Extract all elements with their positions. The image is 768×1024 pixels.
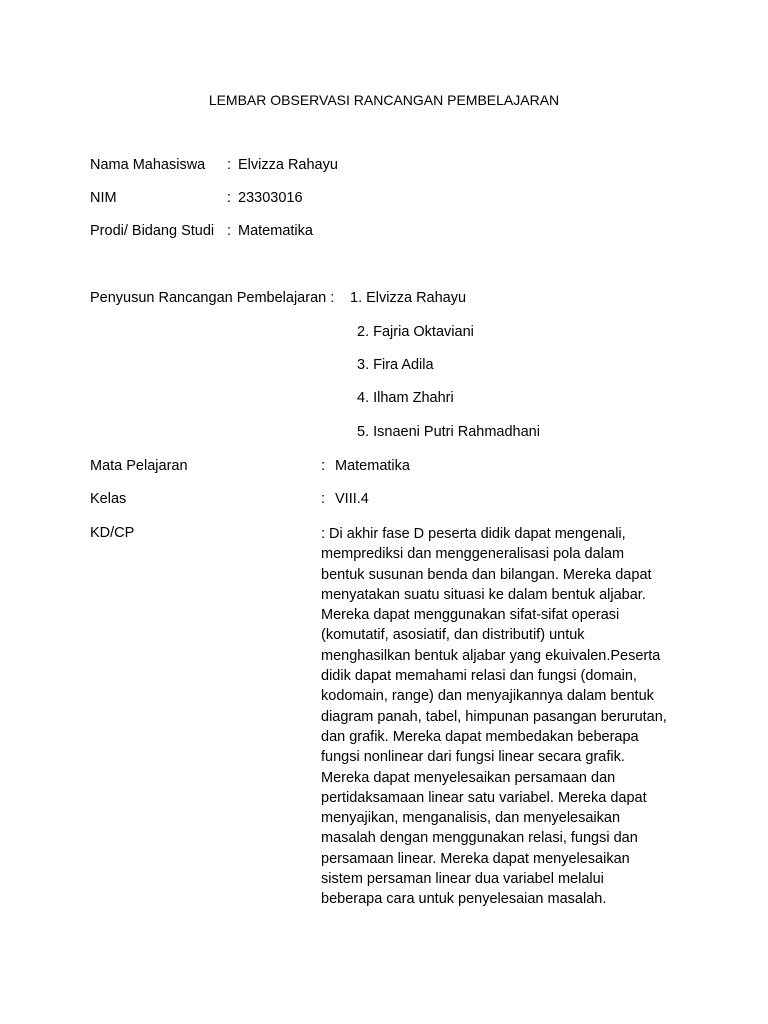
document-title: LEMBAR OBSERVASI RANCANGAN PEMBELAJARAN	[208, 92, 560, 108]
author-item: 5. Isnaeni Putri Rahmadhani	[357, 424, 540, 440]
subject-value: Matematika	[335, 458, 410, 474]
kd-line: : Di akhir fase D peserta didik dapat mengenali,	[321, 526, 626, 542]
kd-line: memprediksi dan menggeneralisasi pola dalam	[321, 546, 625, 563]
prodi-label: Prodi/ Bidang Studi	[90, 223, 215, 239]
kd-line: Mereka dapat menyelesaikan persamaan dan	[321, 769, 616, 786]
kd-description	[321, 524, 693, 910]
kd-line: didik dapat memahami relasi dan fungsi (domain,	[321, 668, 637, 685]
kd-line: menyatakan suatu situasi ke dalam bentuk aljabar.	[321, 586, 646, 603]
kd-line: beberapa cara untuk penyelesaian masalah.	[321, 891, 607, 908]
kd-line: pertidaksamaan linear satu variabel. Mereka dapat	[321, 789, 647, 806]
prodi-separator: :	[227, 223, 232, 239]
kd-line: menghasilkan bentuk aljabar yang ekuivalen.Peserta	[321, 647, 661, 664]
class-separator: :	[321, 491, 326, 507]
kd-line: sistem persaman linear dua variabel melalui	[321, 871, 604, 888]
authors-label: Penyusun Rancangan Pembelajaran :	[90, 290, 335, 306]
name-value: Elvizza Rahayu	[238, 157, 338, 173]
kd-line: fungsi nonlinear dari fungsi linear secara grafik.	[321, 749, 625, 766]
class-label: Kelas	[90, 491, 127, 507]
author-item: 4. Ilham Zhahri	[357, 390, 454, 406]
kd-line: kodomain, range) dan menyajikannya dalam bentuk	[321, 688, 654, 705]
author-item: 1. Elvizza Rahayu	[350, 290, 467, 306]
author-item: 2. Fajria Oktaviani	[357, 324, 474, 340]
author-item: 3. Fira Adila	[357, 357, 434, 373]
class-value: VIII.4	[335, 491, 369, 507]
nim-value: 23303016	[238, 190, 303, 206]
kd-line: menyajikan, menganalisis, dan menyelesaikan	[321, 810, 621, 827]
name-separator: :	[227, 157, 232, 173]
kd-line: (komutatif, asosiatif, dan distributif) untuk	[321, 627, 585, 644]
nim-separator: :	[227, 190, 232, 206]
kd-label: KD/CP	[90, 525, 135, 541]
name-label: Nama Mahasiswa	[90, 157, 206, 173]
kd-line: diagram panah, tabel, himpunan pasangan berurutan,	[321, 708, 667, 725]
prodi-value: Matematika	[238, 223, 313, 239]
kd-line: masalah dengan menggunakan relasi, fungsi dan	[321, 830, 638, 847]
kd-line: bentuk susunan benda dan bilangan. Mereka dapat	[321, 566, 652, 583]
kd-line: persamaan linear. Mereka dapat menyelesaikan	[321, 850, 630, 867]
subject-label: Mata Pelajaran	[90, 458, 188, 474]
nim-label: NIM	[90, 190, 117, 206]
subject-separator: :	[321, 458, 326, 474]
kd-line: Mereka dapat menggunakan sifat-sifat operasi	[321, 607, 620, 624]
kd-line: dan grafik. Mereka dapat membedakan beberapa	[321, 728, 639, 745]
